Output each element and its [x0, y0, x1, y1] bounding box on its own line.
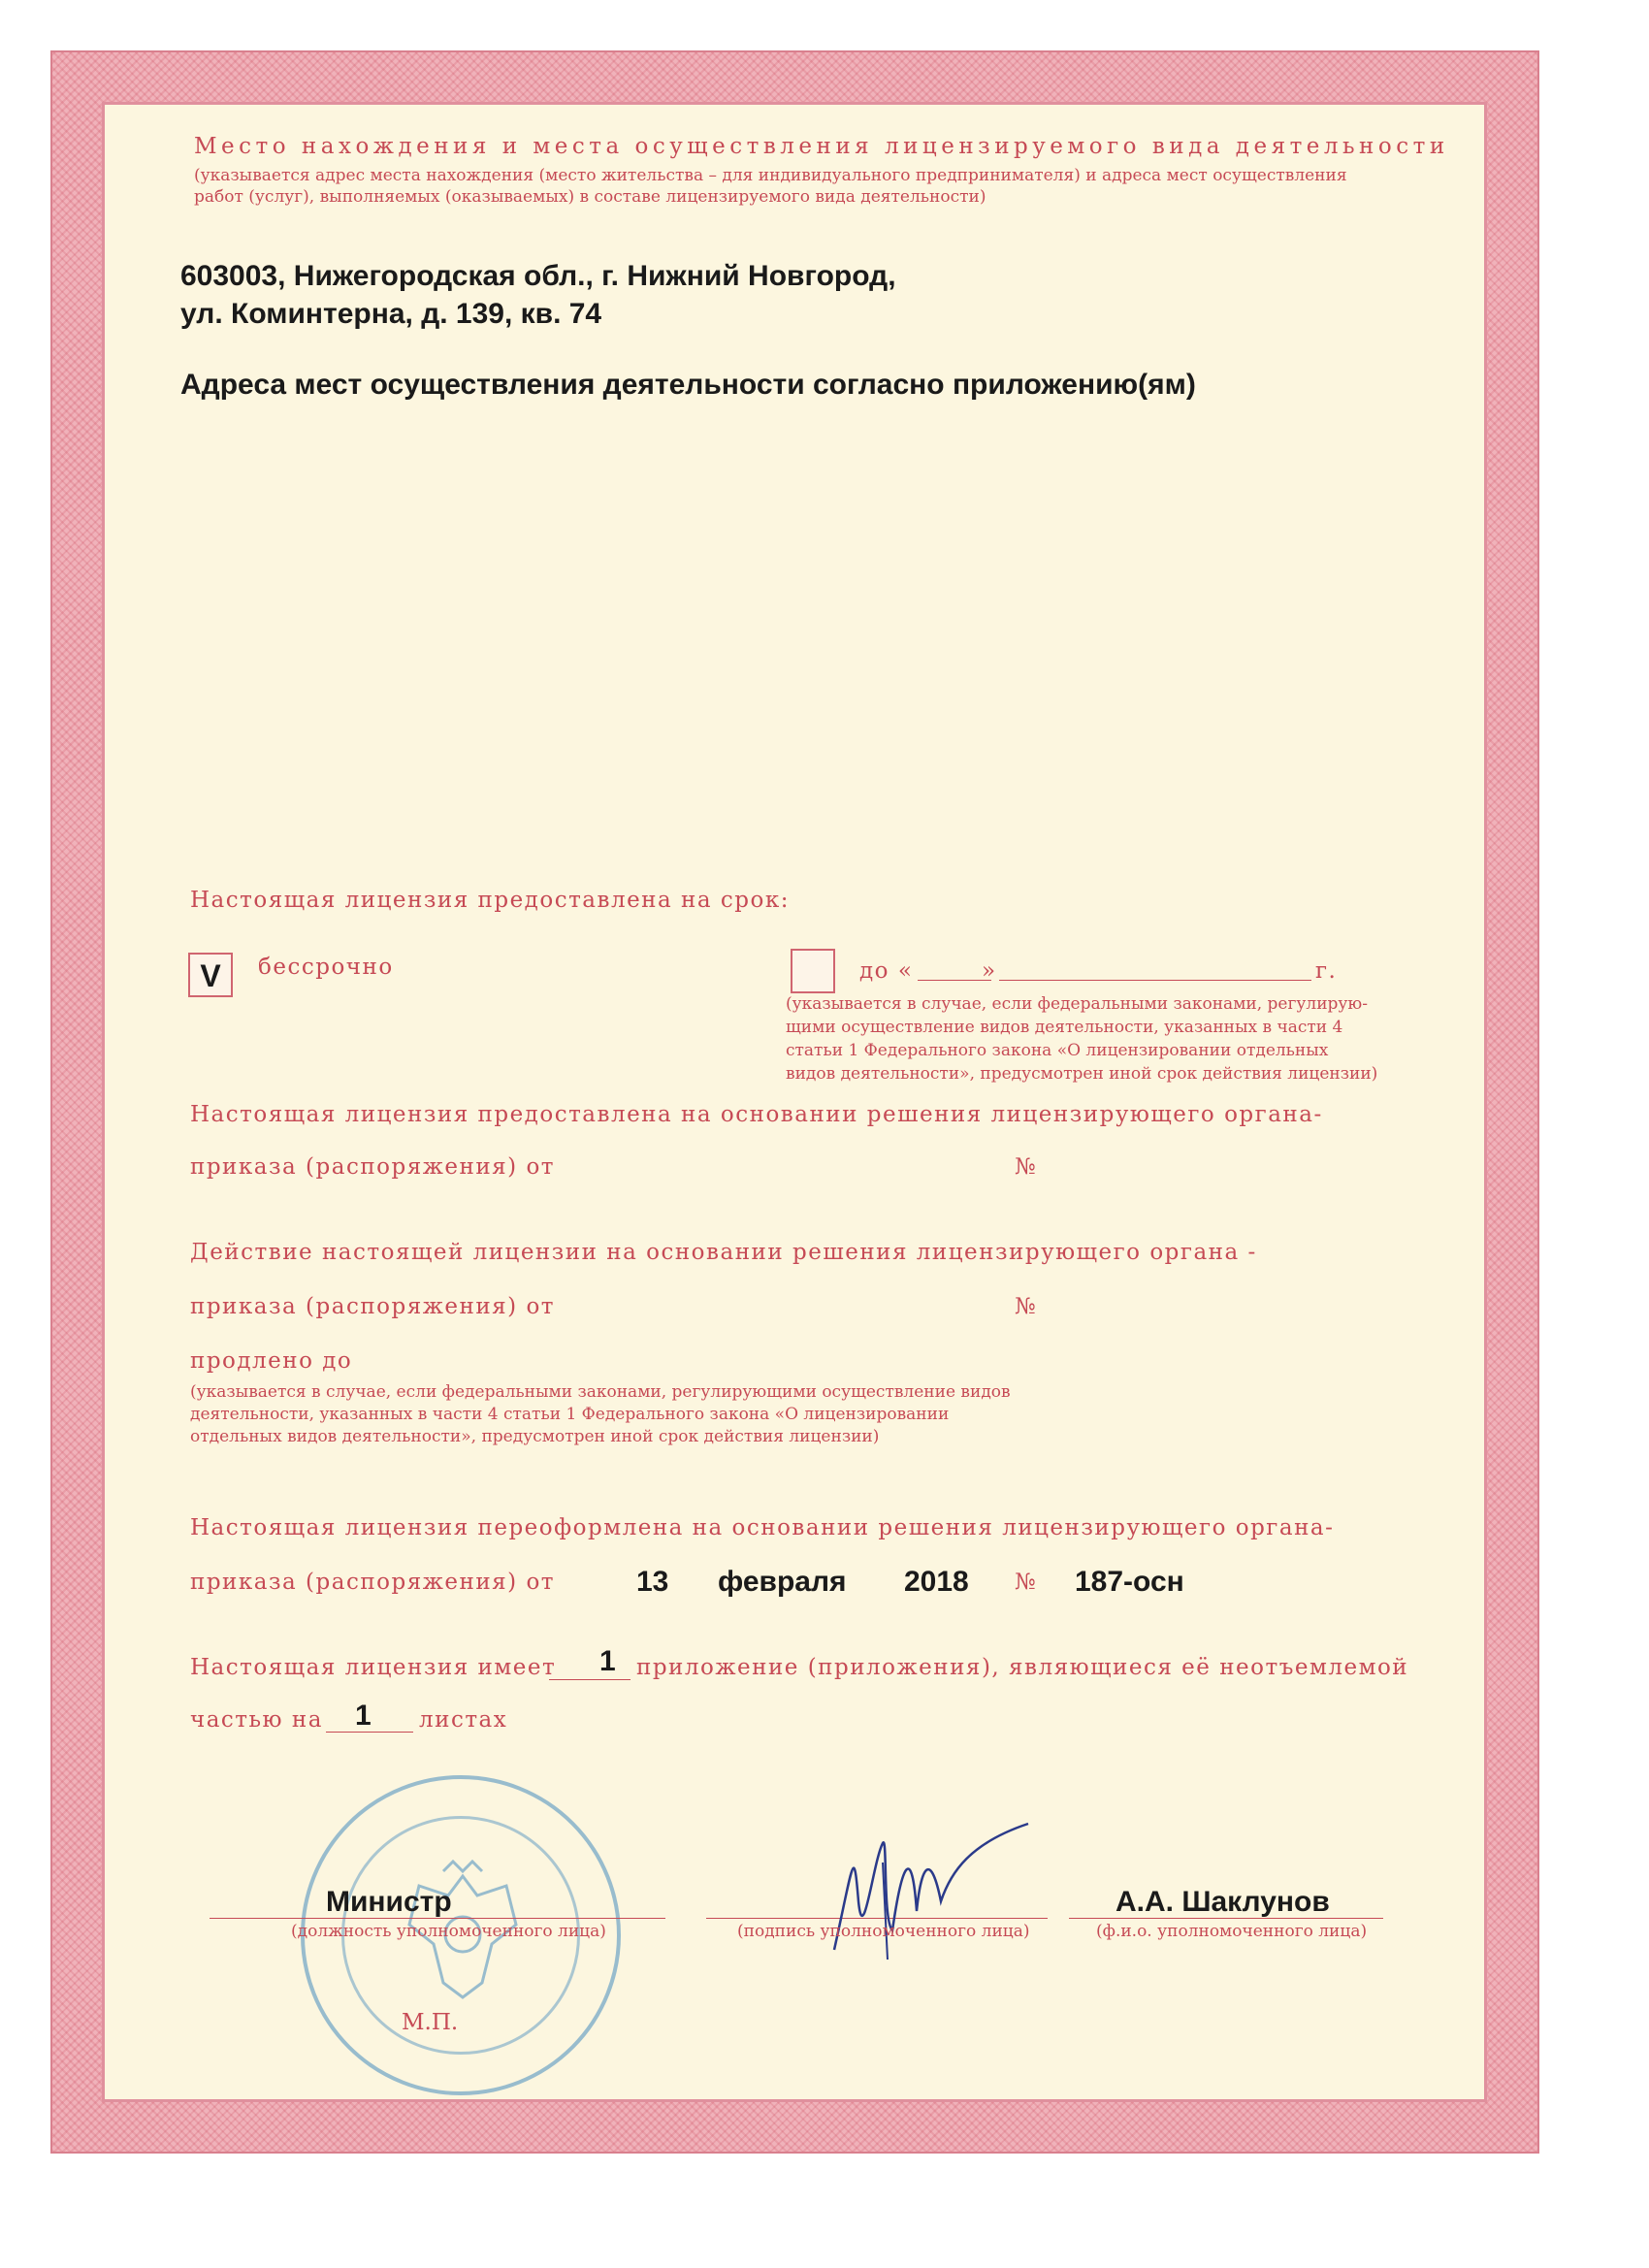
signatory-name: А.А. Шаклунов: [1116, 1886, 1330, 1918]
until-checkbox: [791, 949, 835, 993]
signature-caption: (подпись уполномоченного лица): [737, 1922, 1030, 1941]
header-note-line2: работ (услуг), выполняемых (оказываемых) в составе лицензируемого вида деятельности): [194, 187, 986, 207]
section-title: Место нахождения и места осуществления лицензируемого вида деятельности: [194, 134, 1449, 159]
basis-line: Настоящая лицензия предоставлена на основании решения лицензирующего органа-: [190, 1102, 1323, 1127]
sheets-count: 1: [355, 1700, 372, 1732]
reissue-year: 2018: [904, 1566, 969, 1598]
reissue-number-sign: №: [1015, 1570, 1038, 1595]
attachments-suffix: приложение (приложения), являющиеся её неотъемлемой: [636, 1655, 1409, 1680]
perpetual-label: бессрочно: [258, 955, 394, 980]
sheets-prefix: частью на: [190, 1707, 323, 1733]
seal-place-label: М.П.: [402, 2010, 459, 2035]
extension-line: Действие настоящей лицензии на основании решения лицензирующего органа -: [190, 1240, 1257, 1265]
term-note-line1: (указывается в случае, если федеральными законами, регулирую-: [786, 994, 1368, 1014]
until-day-line: [918, 980, 991, 981]
extension-note-line2: деятельности, указанных в части 4 статьи 1 Федерального закона «О лицензировании: [190, 1405, 950, 1424]
extension-number-sign: №: [1015, 1294, 1038, 1319]
until-month-line: [999, 980, 1311, 981]
reissue-day: 13: [636, 1566, 669, 1598]
term-note-line4: видов деятельности», предусмотрен иной срок действия лицензии): [786, 1064, 1378, 1084]
sheets-suffix: листах: [419, 1707, 508, 1733]
until-suffix: г.: [1315, 958, 1338, 984]
term-note-line2: щими осуществление видов деятельности, указанных в части 4: [786, 1018, 1343, 1037]
handwritten-signature: [815, 1804, 1048, 1979]
until-mid: »: [982, 958, 997, 984]
until-prefix: до «: [859, 958, 914, 984]
signatory-position: Министр: [326, 1886, 452, 1918]
basis-order-label: приказа (распоряжения) от: [190, 1154, 556, 1180]
activity-places: Адреса мест осуществления деятельности согласно приложению(ям): [180, 369, 1196, 401]
extension-order-label: приказа (распоряжения) от: [190, 1294, 556, 1319]
extension-note-line1: (указывается в случае, если федеральными законами, регулирующими осуществление видов: [190, 1382, 1011, 1402]
position-caption: (должность уполномоченного лица): [291, 1922, 606, 1941]
term-note-line3: статьи 1 Федерального закона «О лицензировании отдельных: [786, 1041, 1329, 1060]
checkbox-mark: V: [200, 958, 221, 993]
reissue-order-label: приказа (распоряжения) от: [190, 1570, 556, 1595]
attachments-count: 1: [599, 1645, 616, 1677]
name-caption: (ф.и.о. уполномоченного лица): [1096, 1922, 1368, 1941]
reissue-number: 187-осн: [1075, 1566, 1184, 1598]
header-note-line1: (указывается адрес места нахождения (место жительства – для индивидуального предпринимателя) и адреса мест осуществления: [194, 166, 1347, 185]
reissue-month: февраля: [718, 1566, 847, 1598]
basis-number-sign: №: [1015, 1154, 1038, 1180]
extended-until-label: продлено до: [190, 1348, 353, 1374]
extension-note-line3: отдельных видов деятельности», предусмотрен иной срок действия лицензии): [190, 1427, 880, 1446]
address-line1: 603003, Нижегородская обл., г. Нижний Новгород,: [180, 260, 896, 292]
perpetual-checkbox: [188, 953, 233, 997]
term-label: Настоящая лицензия предоставлена на срок:: [190, 888, 790, 913]
attachments-prefix: Настоящая лицензия имеет: [190, 1655, 557, 1680]
attachments-count-line: [549, 1679, 630, 1680]
address-line2: ул. Коминтерна, д. 139, кв. 74: [180, 298, 602, 330]
reissue-line: Настоящая лицензия переоформлена на основании решения лицензирующего органа-: [190, 1515, 1335, 1540]
